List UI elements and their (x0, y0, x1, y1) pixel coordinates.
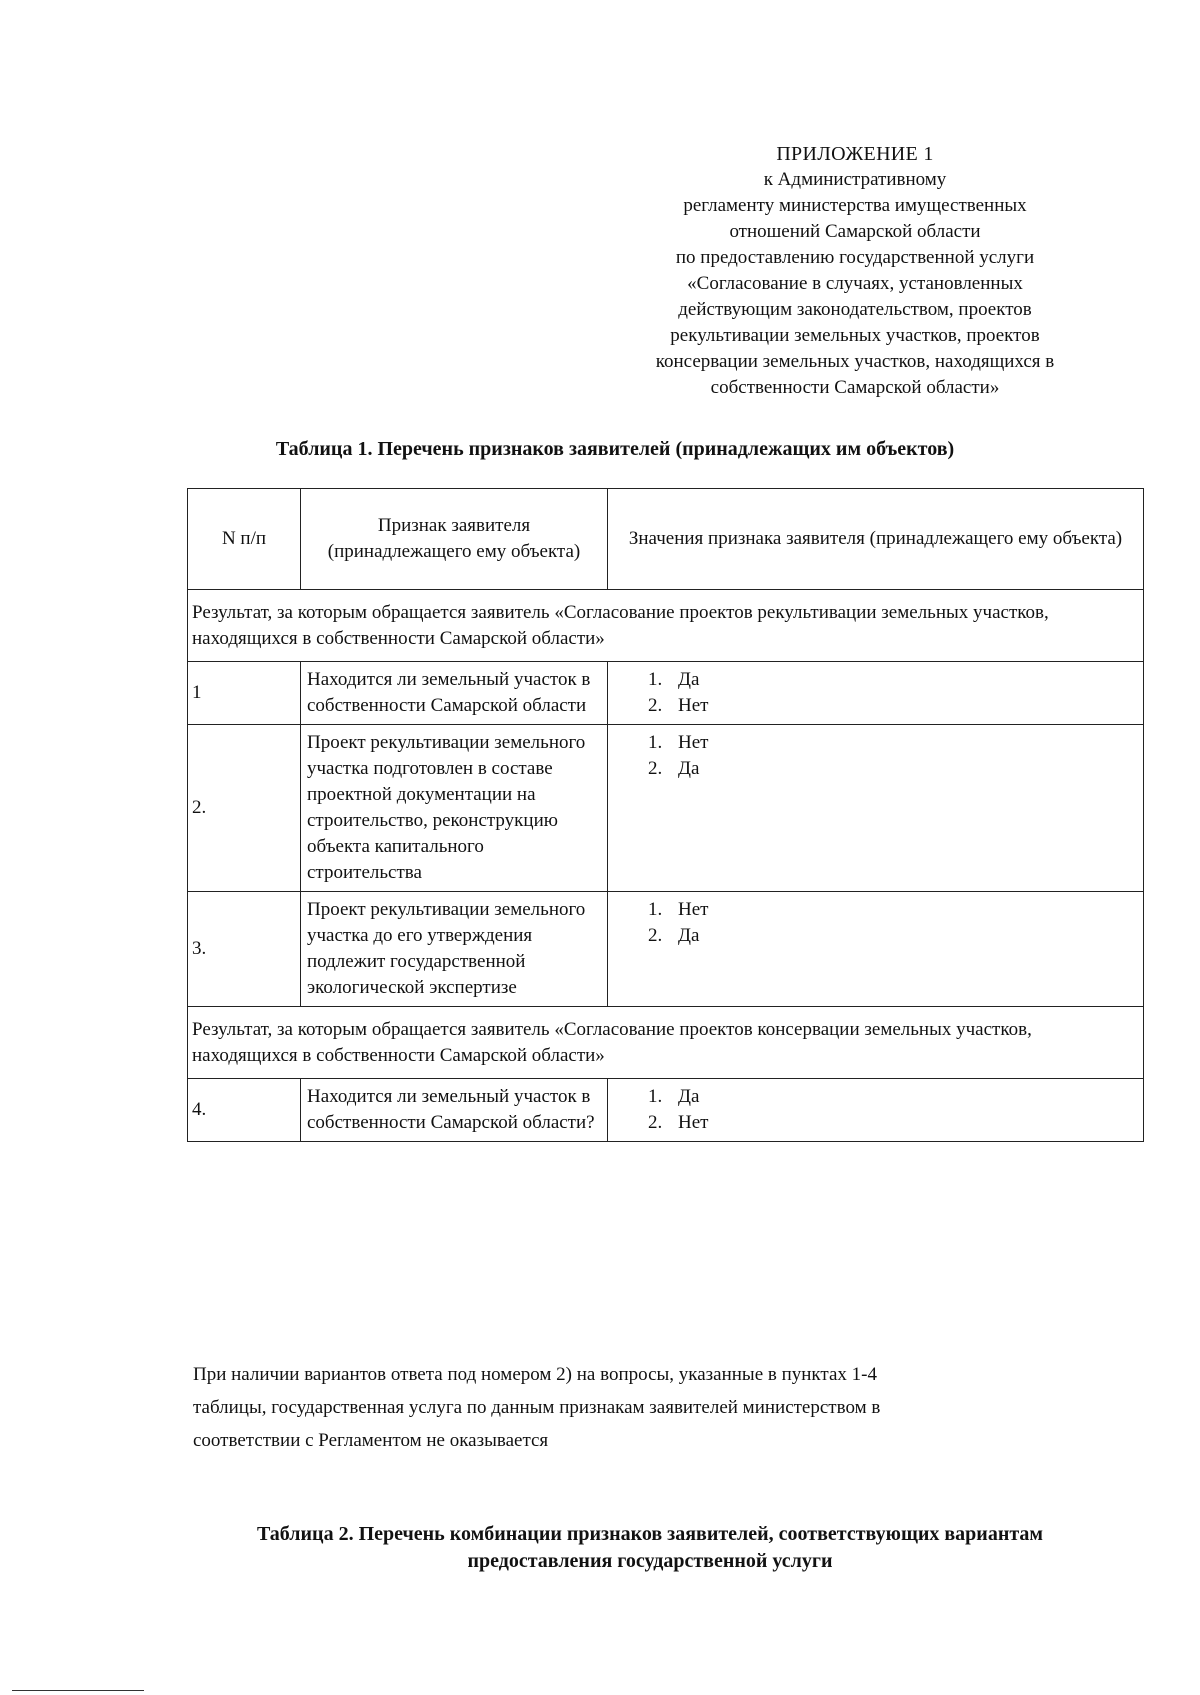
row-feature: Проект рекультивации земельного участка подготовлен в составе проектной документации на строительство, реконструкцию объекта капитального строительства (301, 725, 608, 892)
row-num: 4. (188, 1079, 301, 1142)
table2-title-line: Таблица 2. Перечень комбинации признаков заявителей, соответствующих вариантам (256, 1523, 1044, 1545)
section-row (188, 1007, 1144, 1079)
option-number: 1. (648, 899, 663, 920)
row-feature: Проект рекультивации земельного участка до его утверждения подлежит государственной экологической экспертизе (301, 892, 608, 1007)
row-num: 2. (188, 725, 301, 892)
section-row (188, 590, 1144, 662)
section2-text: Результат, за которым обращается заявитель «Согласование проектов консервации земельных участков, находящихся в собственности Самарской области» (188, 1007, 1144, 1079)
table-row (188, 892, 1144, 1007)
row-num: 1 (188, 662, 301, 725)
row-options (608, 1079, 1144, 1142)
option-number: 2. (648, 1112, 663, 1133)
appendix-line: регламенту министерства имущественных (683, 195, 1027, 216)
appendix-header (620, 141, 1090, 401)
table1 (187, 488, 1144, 1142)
appendix-title: ПРИЛОЖЕНИЕ 1 (776, 143, 934, 165)
row-num: 3. (188, 892, 301, 1007)
option-text: Нет (678, 732, 709, 753)
row-options (608, 725, 1144, 892)
note-line: При наличии вариантов ответа под номером 2) на вопросы, указанные в пунктах 1-4 (193, 1364, 877, 1385)
appendix-line: собственности Самарской области» (710, 377, 1000, 398)
option-number: 2. (648, 925, 663, 946)
table1-title: Таблица 1. Перечень признаков заявителей (принадлежащих им объектов) (275, 438, 955, 460)
option-number: 2. (648, 695, 663, 716)
option-number: 2. (648, 758, 663, 779)
note-line: таблицы, государственная услуга по данным признакам заявителей министерством в (193, 1397, 881, 1418)
row-feature: Находится ли земельный участок в собственности Самарской области? (301, 1079, 608, 1142)
table-header-row (188, 489, 1144, 590)
appendix-line: «Согласование в случаях, установленных (687, 273, 1023, 294)
table-row (188, 725, 1144, 892)
header-values: Значения признака заявителя (принадлежащего ему объекта) (608, 489, 1144, 590)
note-line: соответствии с Регламентом не оказывается (193, 1430, 549, 1451)
appendix-line: консервации земельных участков, находящихся в (655, 351, 1055, 372)
appendix-line: к Административному (763, 169, 947, 190)
option-text: Нет (678, 695, 709, 716)
table-row (188, 662, 1144, 725)
option-text: Да (678, 758, 700, 779)
header-num: N п/п (188, 489, 301, 590)
option-number: 1. (648, 1086, 663, 1107)
appendix-line: отношений Самарской области (729, 221, 981, 242)
header-feature: Признак заявителя (принадлежащего ему объекта) (301, 489, 608, 590)
appendix-line: по предоставлению государственной услуги (675, 247, 1035, 268)
table2-title-line: предоставления государственной услуги (467, 1550, 833, 1572)
row-options (608, 662, 1144, 725)
note-paragraph (193, 1358, 1133, 1457)
appendix-line: рекультивации земельных участков, проектов (670, 325, 1040, 346)
option-number: 1. (648, 732, 663, 753)
row-feature: Находится ли земельный участок в собственности Самарской области (301, 662, 608, 725)
table2-title (150, 1521, 1150, 1575)
option-text: Да (678, 669, 700, 690)
option-text: Да (678, 925, 700, 946)
option-text: Нет (678, 1112, 709, 1133)
option-number: 1. (648, 669, 663, 690)
footnote-separator (12, 1690, 144, 1691)
section1-text: Результат, за которым обращается заявитель «Согласование проектов рекультивации земельных участков, находящихся в собственности Самарской области» (188, 590, 1144, 662)
option-text: Нет (678, 899, 709, 920)
appendix-line: действующим законодательством, проектов (678, 299, 1032, 320)
option-text: Да (678, 1086, 700, 1107)
table-row (188, 1079, 1144, 1142)
row-options (608, 892, 1144, 1007)
